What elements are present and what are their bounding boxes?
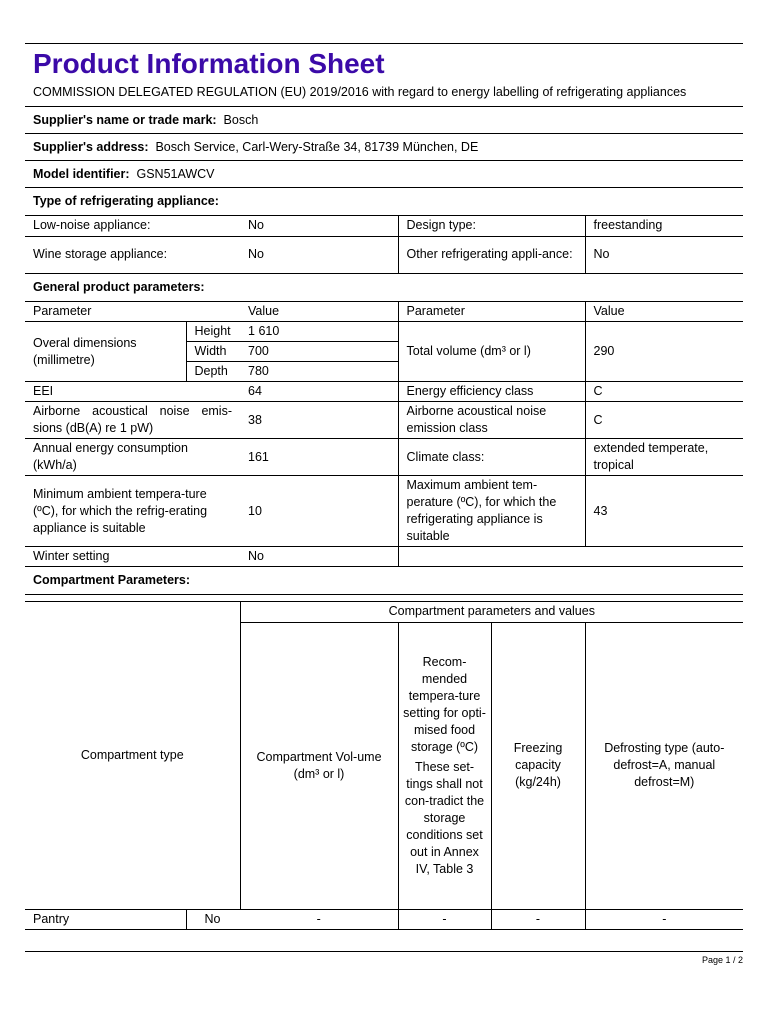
min-temp-label: Minimum ambient tempera-ture (ºC), for which the refrig-erating appliance is suitable — [25, 476, 240, 547]
compartment-table — [25, 602, 743, 930]
height-value: 1 610 — [240, 322, 398, 342]
noise-value: 38 — [240, 402, 398, 439]
page-title: Product Information Sheet — [33, 48, 385, 79]
page-footer — [25, 951, 743, 965]
compartment-present-cell: No — [186, 909, 240, 929]
header-parameter-2: Parameter — [398, 302, 585, 322]
header-parameter: Parameter — [25, 302, 240, 322]
recommended-temp-text: Recom-mended tempera-ture setting for opti-mised food storage (ºC) — [403, 654, 486, 754]
page-number: Page 1 / 2 — [701, 955, 743, 965]
depth-label: Depth — [186, 362, 240, 382]
supplier-label: Supplier's name or trade mark: — [33, 113, 217, 127]
type-table — [25, 216, 743, 274]
design-type-label: Design type: — [398, 216, 585, 236]
empty-cell — [398, 547, 743, 567]
compartment-volume-header: Compartment Vol-ume (dm³ or l) — [240, 622, 398, 909]
model-label: Model identifier: — [33, 167, 130, 181]
winter-setting-label: Winter setting — [25, 547, 240, 567]
eei-value: 64 — [240, 382, 398, 402]
regulation-text: COMMISSION DELEGATED REGULATION (EU) 2019/2016 with regard to energy labelling of refrigerating appliances — [25, 82, 743, 107]
compartment-temp-cell: - — [398, 909, 491, 929]
eei-label: EEI — [25, 382, 240, 402]
compartment-group-header: Compartment parameters and values — [240, 602, 743, 622]
total-volume-value: 290 — [585, 322, 743, 382]
wine-storage-value: No — [240, 236, 398, 273]
noise-class-value: C — [585, 402, 743, 439]
width-value: 700 — [240, 342, 398, 362]
energy-class-value: C — [585, 382, 743, 402]
defrosting-type-header: Defrosting type (auto-defrost=A, manual defrost=M) — [585, 622, 743, 909]
other-appliance-value: No — [585, 236, 743, 273]
compartment-type-cell: Pantry — [25, 909, 186, 929]
climate-class-label: Climate class: — [398, 439, 585, 476]
compartment-volume-cell: - — [240, 909, 398, 929]
depth-value: 780 — [240, 362, 398, 382]
model-value: GSN51AWCV — [136, 167, 215, 181]
max-temp-label: Maximum ambient tem-perature (ºC), for which the refrigerating appliance is suitable — [398, 476, 585, 547]
width-label: Width — [186, 342, 240, 362]
address-row — [25, 134, 743, 161]
header-value-2: Value — [585, 302, 743, 322]
winter-setting-value: No — [240, 547, 398, 567]
compartment-freezing-cell: - — [491, 909, 585, 929]
product-information-sheet — [25, 43, 743, 930]
supplier-row — [25, 107, 743, 134]
address-label: Supplier's address: — [33, 140, 149, 154]
compartment-type-header: Compartment type — [25, 602, 240, 909]
table-row — [25, 909, 743, 929]
dimensions-label: Overal dimensions (millimetre) — [25, 322, 186, 382]
total-volume-label: Total volume (dm³ or l) — [398, 322, 585, 382]
compartment-defrost-cell: - — [585, 909, 743, 929]
address-value: Bosch Service, Carl-Wery-Straße 34, 81739 München, DE — [155, 140, 479, 154]
compartment-heading: Compartment Parameters: — [25, 567, 743, 595]
energy-class-label: Energy efficiency class — [398, 382, 585, 402]
spacer — [25, 595, 743, 602]
energy-consumption-label: Annual energy consumption (kWh/a) — [25, 439, 240, 476]
supplier-value: Bosch — [223, 113, 259, 127]
noise-class-label: Airborne acoustical noise emission class — [398, 402, 585, 439]
general-parameters-table — [25, 302, 743, 568]
wine-storage-label: Wine storage appliance: — [25, 236, 240, 273]
recommended-temp-note: These set-tings shall not con-tradict the storage conditions set out in Annex IV, Table 3 — [404, 759, 485, 876]
height-label: Height — [186, 322, 240, 342]
freezing-capacity-header: Freezing capacity (kg/24h) — [491, 622, 585, 909]
energy-consumption-value: 161 — [240, 439, 398, 476]
recommended-temp-header — [398, 622, 491, 909]
low-noise-value: No — [240, 216, 398, 236]
type-heading: Type of refrigerating appliance: — [25, 188, 743, 216]
noise-label: Airborne acoustical noise emis-sions (dB(A) re 1 pW) — [25, 402, 240, 439]
design-type-value: freestanding — [585, 216, 743, 236]
max-temp-value: 43 — [585, 476, 743, 547]
general-heading: General product parameters: — [25, 274, 743, 302]
min-temp-value: 10 — [240, 476, 398, 547]
other-appliance-label: Other refrigerating appli-ance: — [398, 236, 585, 273]
model-row — [25, 161, 743, 188]
low-noise-label: Low-noise appliance: — [25, 216, 240, 236]
header-value: Value — [240, 302, 398, 322]
climate-class-value: extended temperate, tropical — [585, 439, 743, 476]
